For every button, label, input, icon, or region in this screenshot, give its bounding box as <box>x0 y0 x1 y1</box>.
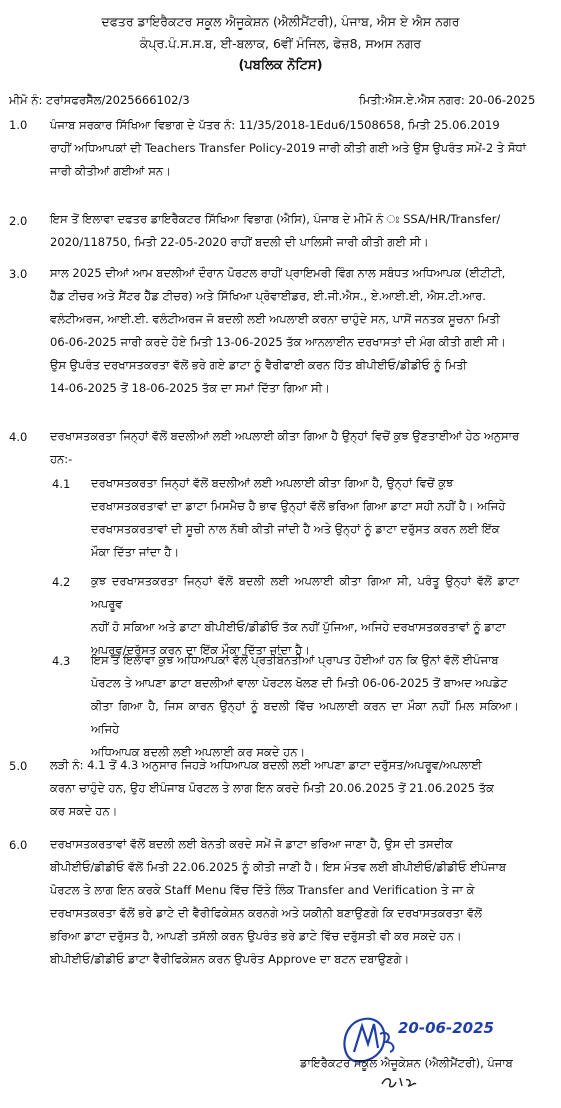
text-line: 2020/118750, ਮਿਤੀ 22-05-2020 ਰਾਹੀਂ ਬਦਲੀ ਦੀ ਪਾਲਿਸੀ ਜਾਰੀ ਕੀਤੀ ਗਈ ਸੀ। <box>50 235 429 249</box>
paragraph-2 <box>50 208 550 254</box>
text-line: ਨਹੀਂ ਹੋ ਸਕਿਆ ਅਤੇ ਡਾਟਾ ਬੀਪੀਈਓ/ਡੀਡੀਓ ਤੱਕ ਨਹੀਂ ਪੁੱਜਿਆ, ਅਜਿਹੇ ਦਰਖਾਸਤਕਰਤਾਵਾਂ ਨੂੰ ਡਾਟਾ <box>91 620 506 634</box>
para-number: 5.0 <box>9 759 28 773</box>
text-line: ਉਸ ਉਪਰੰਤ ਦਰਖਾਸਤਕਰਤਾ ਵੱਲੋਂ ਭਰੇ ਗਏ ਡਾਟਾ ਨੂੰ ਵੈਰੀਫਾਈ ਕਰਨ ਹਿੱਤ ਬੀਪੀਈਓ/ਡੀਡੀਓ ਨੂੰ ਮਿਤੀ <box>50 358 467 372</box>
memo-number: ਮੀਮੋ ਨੰ: ਟਰਾਂਸਫਰਸੈੱਲ/2025666102/3 <box>9 93 190 107</box>
text-line: ਬੀਪੀਈਓ/ਡੀਡੀਓ ਵੱਲੋਂ ਮਿਤੀ 22.06.2025 ਨੂੰ ਕੀਤੀ ਜਾਣੀ ਹੈ। ਇਸ ਮੰਤਵ ਲਈ ਬੀਪੀਈਓ/ਡੀਡੀਓ ਈਪੰਜਾਬ <box>50 860 507 874</box>
paragraph-6 <box>50 833 550 971</box>
subparagraph-4-3 <box>91 649 519 764</box>
subpara-number: 4.1 <box>52 477 71 491</box>
text-line: ਪੋਰਟਲ ਤੇ ਲਾਗ ਇਨ ਕਰਕੇ Staff Menu ਵਿੱਚ ਦਿੱਤੇ ਲਿੰਕ Transfer and Verification ਤੇ ਜਾ ਕੇ <box>50 883 475 897</box>
text-line: ਵਲੰਟੀਅਰਜ, ਆਈ.ਈ. ਵਲੰਟੀਅਰਜ ਜੋ ਬਦਲੀ ਲਈ ਅਪਲਾਈ ਕਰਨਾ ਚਾਹੁੰਦੇ ਸਨ, ਪਾਸੋਂ ਜਨਤਕ ਸੂਚਨਾ ਮਿਤੀ <box>50 312 500 326</box>
notice-heading: (ਪਬਲਿਕ ਨੋਟਿਸ) <box>238 58 323 73</box>
text-line: ਮੌਕਾ ਦਿੱਤਾ ਜਾਂਦਾ ਹੈ। <box>91 545 180 559</box>
office-title: ਦਫਤਰ ਡਾਇਰੈਕਟਰ ਸਕੂਲ ਐਜੂਕੇਸ਼ਨ (ਐਲੀਮੈਂਟਰੀ), ਪੰਜਾਬ, ਐਸ ਏ ਐਸ ਨਗਰ <box>101 14 460 29</box>
paragraph-5 <box>50 754 520 823</box>
paragraph-1 <box>50 114 550 183</box>
text-line: ਅਪਰੂਵ/ਦਰੁੱਸਤ ਕਰਨ ਦਾ ਇੱਕ ਮੌਕਾ ਦਿੱਤਾ ਜਾਂਦਾ ਹੈ। <box>91 643 310 657</box>
para-number: 6.0 <box>9 838 28 852</box>
text-line: ਇਸ ਤੋਂ ਇਲਾਵਾ ਦਫਤਰ ਡਾਇਰੈਕਟਰ ਸਿੱਖਿਆ ਵਿਭਾਗ (ਐਸਿ), ਪੰਜਾਬ ਦੇ ਮੀਮੋ ਨੰ ਃ SSA/HR/Transfer/ <box>50 212 501 226</box>
text-line: ਦਰਖਾਸਤਕਰਤਾਵਾਂ ਵੱਲੋਂ ਬਦਲੀ ਲਈ ਬੇਨਤੀ ਕਰਦੇ ਸਮੇਂ ਜੋ ਡਾਟਾ ਭਰਿਆ ਜਾਣਾ ਹੈ, ਉਸ ਦੀ ਤਸਦੀਕ <box>50 837 453 851</box>
text-line: ਦਰਖਾਸਤਕਰਤਾ ਜਿਨ੍ਹਾਂ ਵੱਲੋਂ ਬਦਲੀਆਂ ਲਈ ਅਪਲਾਈ ਕੀਤਾ ਗਿਆ ਹੈ ਉਨ੍ਹਾਂ ਵਿਚੋਂ ਕੁਝ ਉਣਤਾਈਆਂ ਹੇਠ ਅਨੁਸਾਰ <box>50 429 520 443</box>
text-line: ਦਰਖਾਸਤਕਰਤਾਵਾਂ ਦਾ ਡਾਟਾ ਮਿਸਮੈਚ ਹੈ ਭਾਵ ਉਨ੍ਹਾਂ ਵੱਲੋਂ ਭਰਿਆ ਗਿਆ ਡਾਟਾ ਸਹੀ ਨਹੀਂ ਹੈ। ਅਜਿਹੇ <box>91 499 506 513</box>
text-line: ਰਾਹੀਂ ਅਧਿਆਪਕਾਂ ਦੀ Teachers Transfer Policy-2019 ਜਾਰੀ ਕੀਤੀ ਗਈ ਅਤੇ ਉਸ ਉਪਰੰਤ ਸਮੇਂ-2 ਤੇ ਸੋਧਾਂ <box>50 141 527 155</box>
text-line: ਇਸ ਤੋਂ ਇਲਾਵਾ ਕੁਝ ਅਧਿਆਪਕਾਂ ਵੱਲੋਂ ਪ੍ਰਤੀਬੇਨਤੀਆਂ ਪ੍ਰਾਪਤ ਹੋਈਆਂ ਹਨ ਕਿ ਉਨਾਂ ਵੱਲੋਂ ਈਪੰਜਾਬ <box>91 653 499 667</box>
text-line: ਸਾਲ 2025 ਦੀਆਂ ਆਮ ਬਦਲੀਆਂ ਦੌਰਾਨ ਪੋਰਟਲ ਰਾਹੀਂ ਪ੍ਰਾਇਮਰੀ ਵਿੰਗ ਨਾਲ ਸਬੰਧਤ ਅਧਿਆਪਕ (ਈਟੀਟੀ, <box>50 266 506 280</box>
text-line: ਕਰ ਸਕਦੇ ਹਨ। <box>50 804 118 818</box>
paragraph-3 <box>50 262 550 400</box>
text-line: ਦਰਖਾਸਤਕਰਤਾ ਵੱਲੋਂ ਭਰੇ ਡਾਟੇ ਦੀ ਵੈਰੀਫਿਕੇਸ਼ਨ ਕਰਨਗੇ ਅਤੇ ਯਕੀਨੀ ਬਣਾਉਣਗੇ ਕਿ ਦਰਖਾਸਤਕਰਤਾ ਵੱਲੋਂ <box>50 906 482 920</box>
text-line: ਭਰਿਆ ਡਾਟਾ ਦਰੁੱਸਤ ਹੈ, ਆਪਣੀ ਤਸੱਲੀ ਕਰਨ ਉਪਰੰਤ ਭਰੇ ਡਾਟੇ ਵਿੱਚ ਦਰੁੱਸਤੀ ਵੀ ਕਰ ਸਕਦੇ ਹਨ। <box>50 929 462 943</box>
para-number: 3.0 <box>9 267 28 281</box>
text-line: ਲੜੀ ਨੰ: 4.1 ਤੋਂ 4.3 ਅਨੁਸਾਰ ਜਿਹੜੇ ਅਧਿਆਪਕ ਬਦਲੀ ਲਈ ਆਪਣਾ ਡਾਟਾ ਦਰੁੱਸਤ/ਅਪਰੂਵ/ਅਪਲਾਈ <box>50 758 482 772</box>
initials-mark <box>378 1070 418 1092</box>
text-line: ਕਰਨਾ ਚਾਹੁੰਦੇ ਹਨ, ਉਹ ਈਪੰਜਾਬ ਪੋਰਟਲ ਤੇ ਲਾਗ ਇਨ ਕਰਦੇ ਮਿਤੀ 20.06.2025 ਤੋਂ 21.06.2025 ਤੱਕ <box>50 781 494 795</box>
text-line: ਦਰਖਾਸਤਕਰਤਾਵਾਂ ਦੀ ਸੂਚੀ ਨਾਲ ਨੱਥੀ ਕੀਤੀ ਜਾਂਦੀ ਹੈ ਅਤੇ ਉਨ੍ਹਾਂ ਨੂੰ ਡਾਟਾ ਦਰੁੱਸਤ ਕਰਨ ਲਈ ਇੱਕ <box>91 522 500 536</box>
text-line: ਕੁਝ ਦਰਖਾਸਤਕਰਤਾ ਜਿਨ੍ਹਾਂ ਵੱਲੋਂ ਬਦਲੀ ਲਈ ਅਪਲਾਈ ਕੀਤਾ ਗਿਆ ਸੀ, ਪਰੰਤੂ ਉਨ੍ਹਾਂ ਵੱਲੋਂ ਡਾਟਾ ਅਪਰੂਵ <box>91 574 519 611</box>
text-line: ਬੀਪੀਈਓ/ਡੀਡੀਓ ਡਾਟਾ ਵੈਰੀਫਿਕੇਸ਼ਨ ਕਰਨ ਉਪਰੰਤ Approve ਦਾ ਬਟਨ ਦਬਾਉਣਗੇ। <box>50 952 410 966</box>
text-line: ਅਧਿਆਪਕ ਬਦਲੀ ਲਈ ਅਪਲਾਈ ਕਰ ਸਕਦੇ ਹਨ। <box>91 745 306 759</box>
text-line: 06-06-2025 ਜਾਰੀ ਕਰਦੇ ਹੋਏ ਮਿਤੀ 13-06-2025 ਤੱਕ ਆਨਲਾਈਨ ਦਰਖਾਸਤਾਂ ਦੀ ਮੰਗ ਕੀਤੀ ਗਈ ਸੀ। <box>50 335 506 349</box>
paragraph-4 <box>50 425 550 471</box>
para-number: 1.0 <box>9 118 28 132</box>
text-line: ਹੈੱਡ ਟੀਚਰ ਅਤੇ ਸੈਂਟਰ ਹੈੱਡ ਟੀਚਰ) ਅਤੇ ਸਿੱਖਿਆ ਪ੍ਰੋਵਾਈਡਰ, ਈ.ਜੀ.ਐਸ., ਏ.ਆਈ.ਈ, ਐਸ.ਟੀ.ਆਰ. <box>50 289 486 303</box>
para-number: 4.0 <box>9 430 28 444</box>
office-address: ਕੰਪ੍ਰ.ਪੰ.ਸ.ਸ.ਬ, ਈ-ਬਲਾਕ, 6ਵੀਂ ਮੰਜਿਲ, ਫੇਜ਼8, ਸਅਸ ਨਗਰ <box>139 36 422 51</box>
subparagraph-4-1 <box>91 472 519 564</box>
para-number: 2.0 <box>9 214 28 228</box>
text-line: ਪੰਜਾਬ ਸਰਕਾਰ ਸਿੱਖਿਆ ਵਿਭਾਗ ਦੇ ਪੱਤਰ ਨੰ: 11/35/2018-1Edu6/1508658, ਮਿਤੀ 25.06.2019 <box>50 118 500 132</box>
text-line: 14-06-2025 ਤੋਂ 18-06-2025 ਤੱਕ ਦਾ ਸਮਾਂ ਦਿੱਤਾ ਗਿਆ ਸੀ। <box>50 381 330 395</box>
text-line: ਹਨ:- <box>50 452 73 466</box>
text-line: ਜਾਰੀ ਕੀਤੀਆਂ ਗਈਆਂ ਸਨ। <box>50 164 171 178</box>
subpara-number: 4.3 <box>52 654 71 668</box>
text-line: ਦਰਖਾਸਤਕਰਤਾ ਜਿਨ੍ਹਾਂ ਵੱਲੋਂ ਬਦਲੀਆਂ ਲਈ ਅਪਲਾਈ ਕੀਤਾ ਗਿਆ ਹੈ, ਉਨ੍ਹਾਂ ਵਿਚੋਂ ਕੁਝ <box>91 476 454 490</box>
text-line: ਕੀਤਾ ਗਿਆ ਹੈ, ਜਿਸ ਕਾਰਨ ਉਨ੍ਹਾਂ ਨੂੰ ਬਦਲੀ ਵਿੱਚ ਅਪਲਾਈ ਕਰਨ ਦਾ ਮੌਕਾ ਨਹੀਂ ਮਿਲ ਸਕਿਆ। ਅਜਿਹੇ <box>91 699 519 736</box>
signature-date: 20-06-2025 <box>398 1019 494 1037</box>
text-line: ਪੋਰਟਲ ਤੇ ਆਪਣਾ ਡਾਟਾ ਬਦਲੀਆਂ ਵਾਲਾ ਪੋਰਟਲ ਖੋਲਣ ਦੀ ਮਿਤੀ 06-06-2025 ਤੋਂ ਬਾਅਦ ਅਪਡੇਟ <box>91 676 508 690</box>
subpara-number: 4.2 <box>52 575 71 589</box>
signatory-designation: ਡਾਇਰੈਕਟਰ ਸਕੂਲ ਐਜੂਕੇਸ਼ਨ (ਐਲੀਮੈਂਟਰੀ), ਪੰਜਾਬ <box>300 1056 513 1070</box>
memo-date: ਮਿਤੀ:ਐਸ.ਏ.ਐਸ ਨਗਰ: 20-06-2025 <box>359 93 536 107</box>
